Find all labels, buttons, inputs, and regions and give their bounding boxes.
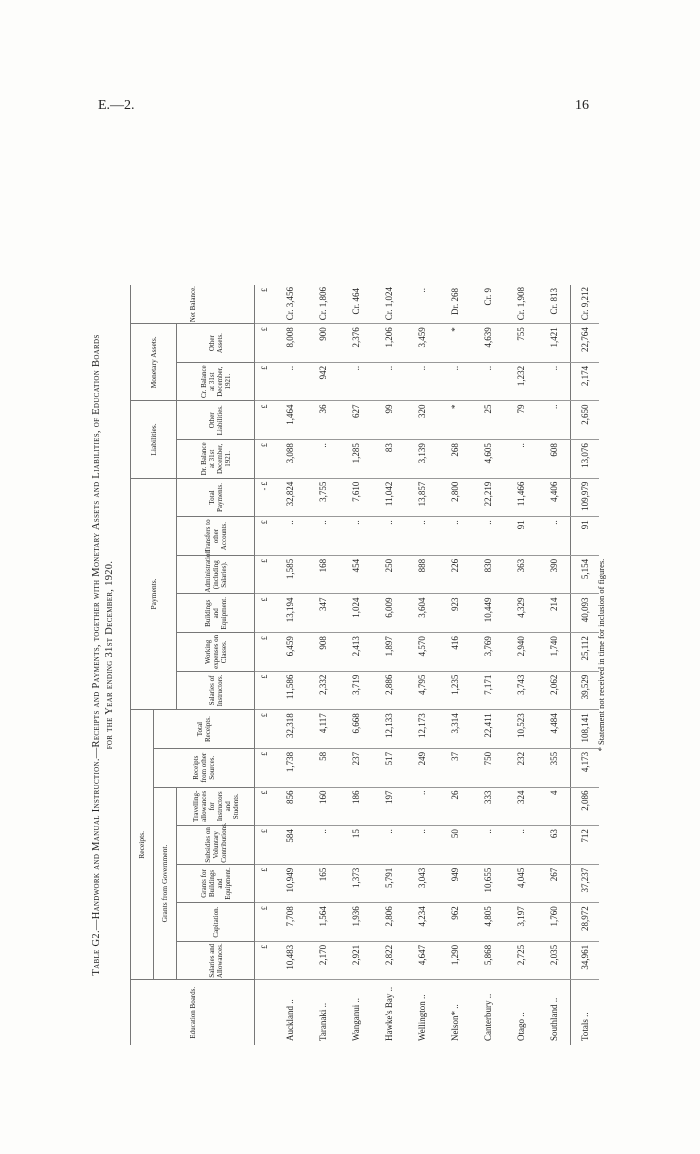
totals-cell: 34,961 — [571, 941, 600, 980]
table-cell: 949 — [438, 864, 471, 903]
table-cell: .. — [537, 517, 571, 556]
unit-cell: - £ — [255, 478, 274, 517]
col-header-capitation: Capitation. — [177, 903, 255, 942]
group-header-payments: Payments. — [131, 478, 177, 710]
totals-label: Totals .. — [571, 980, 600, 1045]
totals-cell: 5,154 — [571, 555, 600, 594]
table-cell: 627 — [339, 401, 372, 440]
table-row — [306, 285, 339, 1045]
unit-cell: £ — [255, 671, 274, 710]
table-cell: 3,769 — [471, 633, 504, 672]
table-cell: .. — [372, 362, 405, 401]
unit-cell: £ — [255, 440, 274, 479]
table-cell: 232 — [504, 748, 537, 787]
table-row — [537, 285, 571, 1045]
table-cell: 923 — [438, 594, 471, 633]
table-cell: 8,008 — [273, 324, 306, 363]
table-cell: 4,117 — [306, 710, 339, 749]
table-cell: .. — [405, 826, 438, 865]
table-cell: .. — [306, 440, 339, 479]
table-cell: 2,376 — [339, 324, 372, 363]
table-cell: 197 — [372, 787, 405, 826]
table-cell: 1,464 — [273, 401, 306, 440]
table-cell: 320 — [405, 401, 438, 440]
table-cell: 4,234 — [405, 903, 438, 942]
table-cell: 10,523 — [504, 710, 537, 749]
col-header-other-liabilities: Other Liabilities. — [177, 401, 255, 440]
unit-cell: £ — [255, 787, 274, 826]
table-row — [471, 285, 504, 1045]
table-cell: 4,045 — [504, 864, 537, 903]
table-cell: .. — [504, 826, 537, 865]
totals-cell: 712 — [571, 826, 600, 865]
table-cell: .. — [339, 362, 372, 401]
table-cell: 5,868 — [471, 941, 504, 980]
table-cell: 4,484 — [537, 710, 571, 749]
unit-cell: £ — [255, 864, 274, 903]
table-cell: .. — [405, 517, 438, 556]
col-header-cr-balance: Cr. Balance at 31st December, 1921. — [177, 362, 255, 401]
group-header-receipts: Receipts. — [131, 710, 154, 980]
unit-cell: £ — [255, 941, 274, 980]
table-cell: 363 — [504, 555, 537, 594]
table-cell: 4,406 — [537, 478, 571, 517]
table-cell: 268 — [438, 440, 471, 479]
table-cell: 11,466 — [504, 478, 537, 517]
table-cell: .. — [306, 826, 339, 865]
table-cell: 4,795 — [405, 671, 438, 710]
table-cell: 2,886 — [372, 671, 405, 710]
table-cell: .. — [273, 517, 306, 556]
table-cell: 4,639 — [471, 324, 504, 363]
col-header-other-receipts: Receipts from other Sources. — [154, 748, 255, 787]
table-cell: 4,805 — [471, 903, 504, 942]
table-cell: 10,949 — [273, 864, 306, 903]
table-cell: Cr. 1,806 — [306, 285, 339, 324]
table-row — [372, 285, 405, 1045]
table-cell: 168 — [306, 555, 339, 594]
table-cell: 856 — [273, 787, 306, 826]
table-cell: 6,459 — [273, 633, 306, 672]
table-cell: 333 — [471, 787, 504, 826]
group-header-grants: Grants from Government. — [154, 787, 177, 980]
table-cell: 888 — [405, 555, 438, 594]
table-cell: .. — [537, 362, 571, 401]
table-cell: 1,564 — [306, 903, 339, 942]
unit-cell: £ — [255, 555, 274, 594]
table-cell: 2,800 — [438, 478, 471, 517]
group-header-monetary-assets: Monetary Assets. — [131, 324, 177, 401]
footnote: * Statement not received in time for inclusion of figures. — [596, 558, 606, 752]
table-cell: 3,743 — [504, 671, 537, 710]
table-cell: 908 — [306, 633, 339, 672]
table-cell: 750 — [471, 748, 504, 787]
unit-cell: £ — [255, 826, 274, 865]
table-cell: 900 — [306, 324, 339, 363]
row-board-name: Taranaki .. — [317, 1002, 328, 1041]
table-cell: Cr. 1,908 — [504, 285, 537, 324]
table-cell: 3,197 — [504, 903, 537, 942]
table-cell: 10,483 — [273, 941, 306, 980]
table-title — [90, 265, 116, 1045]
table-cell: 2,940 — [504, 633, 537, 672]
table-cell: 416 — [438, 633, 471, 672]
table-cell: 37 — [438, 748, 471, 787]
totals-cell: Cr. 9,212 — [571, 285, 600, 324]
totals-cell: 28,972 — [571, 903, 600, 942]
table-cell: .. — [471, 517, 504, 556]
table-cell: 390 — [537, 555, 571, 594]
table-cell: 4 — [537, 787, 571, 826]
table-cell: 32,824 — [273, 478, 306, 517]
table-cell: Cr. 3,456 — [273, 285, 306, 324]
unit-cell: £ — [255, 748, 274, 787]
table-cell: * — [438, 324, 471, 363]
table-cell: 1,206 — [372, 324, 405, 363]
table-cell: Cr. 9 — [471, 285, 504, 324]
table-cell: 1,285 — [339, 440, 372, 479]
table-cell: .. — [405, 362, 438, 401]
table-cell: .. — [504, 440, 537, 479]
col-header-total-payments: Total Payments. — [177, 478, 255, 517]
totals-cell: 22,764 — [571, 324, 600, 363]
row-board-name: Canterbury .. — [482, 993, 493, 1041]
unit-cell: £ — [255, 285, 274, 324]
table-cell: 1,740 — [537, 633, 571, 672]
table-cell: 4,329 — [504, 594, 537, 633]
table-row — [504, 285, 537, 1045]
totals-cell: 39,529 — [571, 671, 600, 710]
table-cell: 186 — [339, 787, 372, 826]
table-cell: 91 — [504, 517, 537, 556]
totals-cell: 108,141 — [571, 710, 600, 749]
table-cell: 3,043 — [405, 864, 438, 903]
col-header-salaries-instructors: Salaries of Instructors. — [177, 671, 255, 710]
table-cell: 4,647 — [405, 941, 438, 980]
table-cell: .. — [339, 517, 372, 556]
units-row — [255, 285, 274, 1045]
table-cell: 1,585 — [273, 555, 306, 594]
table-cell: 1,290 — [438, 941, 471, 980]
table-cell: 267 — [537, 864, 571, 903]
unit-cell: £ — [255, 633, 274, 672]
unit-cell: £ — [255, 594, 274, 633]
table-cell: 50 — [438, 826, 471, 865]
unit-cell: £ — [255, 903, 274, 942]
row-board-name: Otago .. — [515, 1012, 526, 1041]
table-cell: 249 — [405, 748, 438, 787]
table-cell: 6,009 — [372, 594, 405, 633]
table-cell: 3,459 — [405, 324, 438, 363]
table-row — [405, 285, 438, 1045]
row-board-name: Southland .. — [548, 997, 559, 1041]
table-cell: 10,655 — [471, 864, 504, 903]
table-cell: 2,725 — [504, 941, 537, 980]
table-cell: 32,318 — [273, 710, 306, 749]
table-cell: 942 — [306, 362, 339, 401]
table-cell: 3,604 — [405, 594, 438, 633]
table-cell: 11,586 — [273, 671, 306, 710]
table-cell: 165 — [306, 864, 339, 903]
table-cell: 79 — [504, 401, 537, 440]
table-cell: 584 — [273, 826, 306, 865]
table-cell: 25 — [471, 401, 504, 440]
totals-cell: 109,979 — [571, 478, 600, 517]
table-cell: .. — [471, 362, 504, 401]
row-board-name: Auckland .. — [284, 999, 295, 1041]
table-cell: 1,760 — [537, 903, 571, 942]
table-cell: Cr. 464 — [339, 285, 372, 324]
table-cell: 26 — [438, 787, 471, 826]
table-cell: 2,921 — [339, 941, 372, 980]
col-header-grants-buildings: Grants for Buildings and Equipment. — [177, 864, 255, 903]
table-cell: 608 — [537, 440, 571, 479]
table-cell: 13,857 — [405, 478, 438, 517]
table-cell: 22,219 — [471, 478, 504, 517]
row-board-name: Hawke's Bay .. — [383, 986, 394, 1041]
totals-cell: 2,650 — [571, 401, 600, 440]
totals-cell: 4,173 — [571, 748, 600, 787]
col-header-subsidies: Subsidies on Voluntary Contributions. — [177, 826, 255, 865]
units-row-label — [255, 980, 274, 1045]
table-cell: .. — [306, 517, 339, 556]
table-cell: .. — [405, 285, 438, 324]
totals-cell: 2,174 — [571, 362, 600, 401]
table-title-line-1: Table G2.—Handwork and Manual Instruction.—Receipts and Payments, together with Monetary Assets and Liabilities, of Education Boards — [91, 334, 102, 976]
table-row — [339, 285, 372, 1045]
col-header-total-receipts: Total Receipts. — [154, 710, 255, 749]
table-cell: 22,411 — [471, 710, 504, 749]
table-cell: 237 — [339, 748, 372, 787]
col-header-dr-balance: Dr. Balance at 31st December, 1921. — [177, 440, 255, 479]
totals-row — [571, 285, 600, 1045]
table-cell: 3,088 — [273, 440, 306, 479]
table-cell: 2,035 — [537, 941, 571, 980]
col-header-transfers: Transfers to other Accounts. — [177, 517, 255, 556]
table-cell: 12,133 — [372, 710, 405, 749]
table-cell: 2,332 — [306, 671, 339, 710]
table-cell: 250 — [372, 555, 405, 594]
totals-cell: 37,237 — [571, 864, 600, 903]
totals-cell: 2,086 — [571, 787, 600, 826]
table-cell: 58 — [306, 748, 339, 787]
unit-cell: £ — [255, 517, 274, 556]
table-cell: 2,822 — [372, 941, 405, 980]
row-board-name: Nelson* .. — [449, 1004, 460, 1041]
table-cell: .. — [537, 401, 571, 440]
table-cell: .. — [273, 362, 306, 401]
table-cell: 1,232 — [504, 362, 537, 401]
table-cell: Cr. 813 — [537, 285, 571, 324]
table-cell: * — [438, 401, 471, 440]
table-cell: 1,936 — [339, 903, 372, 942]
table-cell: 1,373 — [339, 864, 372, 903]
unit-cell: £ — [255, 401, 274, 440]
row-board-name: Wanganui .. — [350, 997, 361, 1041]
row-board-name: Wellington .. — [416, 994, 427, 1041]
totals-cell: 91 — [571, 517, 600, 556]
table-cell: 2,413 — [339, 633, 372, 672]
table-cell: .. — [471, 826, 504, 865]
unit-cell: £ — [255, 362, 274, 401]
table-cell: .. — [438, 517, 471, 556]
table-cell: 15 — [339, 826, 372, 865]
table-row — [438, 285, 471, 1045]
rotated-table-region — [90, 265, 630, 1045]
table-cell: 10,449 — [471, 594, 504, 633]
table-cell: 1,738 — [273, 748, 306, 787]
table-cell: 347 — [306, 594, 339, 633]
table-cell: 4,605 — [471, 440, 504, 479]
table-cell: 454 — [339, 555, 372, 594]
table-cell: 99 — [372, 401, 405, 440]
table-cell: 2,806 — [372, 903, 405, 942]
table-cell: 324 — [504, 787, 537, 826]
unit-cell: £ — [255, 324, 274, 363]
table-cell: 4,570 — [405, 633, 438, 672]
table-cell: 13,194 — [273, 594, 306, 633]
table-cell: 214 — [537, 594, 571, 633]
table-cell: 7,171 — [471, 671, 504, 710]
page-identifier: E.—2. — [98, 98, 135, 113]
col-header-salaries: Salaries and Allowances. — [177, 941, 255, 980]
table-cell: 2,062 — [537, 671, 571, 710]
totals-cell: 13,076 — [571, 440, 600, 479]
col-header-working-expenses: Working expenses on Classes. — [177, 633, 255, 672]
table-cell: 7,610 — [339, 478, 372, 517]
table-cell: 3,314 — [438, 710, 471, 749]
col-header-travelling: Travelling-allowances for Instructors and Students. — [177, 787, 255, 826]
table-cell: 962 — [438, 903, 471, 942]
table-cell: 83 — [372, 440, 405, 479]
table-body — [255, 285, 600, 1045]
table-row — [273, 285, 306, 1045]
table-cell: 63 — [537, 826, 571, 865]
page-number: 16 — [575, 98, 589, 113]
table-cell: 5,791 — [372, 864, 405, 903]
table-cell: 36 — [306, 401, 339, 440]
unit-cell: £ — [255, 710, 274, 749]
col-header-other-assets: Other Assets. — [177, 324, 255, 363]
table-cell: 7,708 — [273, 903, 306, 942]
table-cell: 226 — [438, 555, 471, 594]
col-header-board: Education Boards. — [131, 980, 255, 1045]
group-header-liabilities: Liabilities. — [131, 401, 177, 478]
table-cell: Dr. 268 — [438, 285, 471, 324]
table-cell: 755 — [504, 324, 537, 363]
table-cell: 11,042 — [372, 478, 405, 517]
table-title-line-2: for the Year ending 31st December, 1920. — [104, 560, 115, 750]
totals-cell: 25,112 — [571, 633, 600, 672]
table-cell: Cr. 1,024 — [372, 285, 405, 324]
table-cell: 160 — [306, 787, 339, 826]
table-cell: 355 — [537, 748, 571, 787]
table-cell: 517 — [372, 748, 405, 787]
table-cell: 3,139 — [405, 440, 438, 479]
table-cell: 2,170 — [306, 941, 339, 980]
table-cell: 1,421 — [537, 324, 571, 363]
table-cell: 1,024 — [339, 594, 372, 633]
table-cell: 3,755 — [306, 478, 339, 517]
table-cell: .. — [438, 362, 471, 401]
col-header-net-balance: Net Balance. — [131, 285, 255, 324]
col-header-buildings-equipment: Buildings and Equipment. — [177, 594, 255, 633]
table-cell: 1,235 — [438, 671, 471, 710]
table-cell: 830 — [471, 555, 504, 594]
receipts-payments-table — [130, 285, 599, 1045]
table-cell: .. — [372, 517, 405, 556]
table-cell: 3,719 — [339, 671, 372, 710]
col-header-administration: Administration (including Salaries). — [177, 555, 255, 594]
totals-cell: 40,093 — [571, 594, 600, 633]
table-cell: 12,173 — [405, 710, 438, 749]
table-cell: 1,897 — [372, 633, 405, 672]
table-cell: .. — [405, 787, 438, 826]
table-cell: 6,668 — [339, 710, 372, 749]
table-cell: .. — [372, 826, 405, 865]
